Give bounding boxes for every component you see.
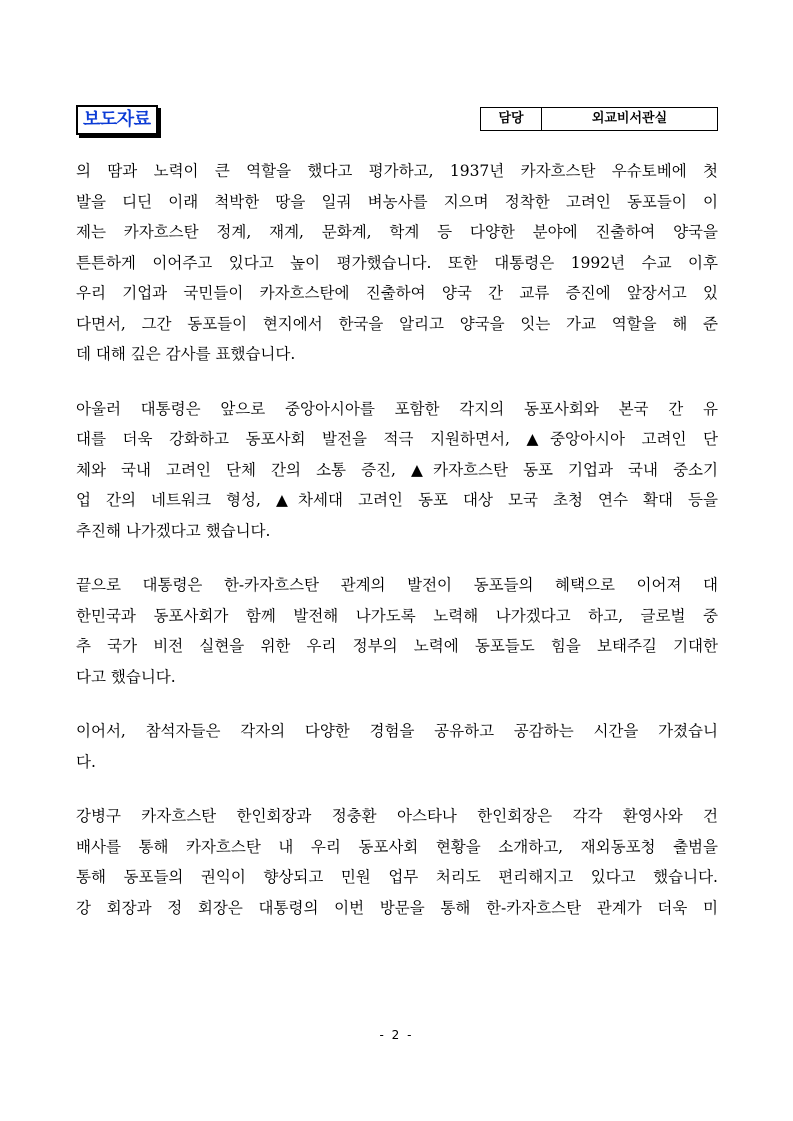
paragraph [76,716,718,777]
text-line: 한민국과 동포사회가 함께 발전해 나가도록 노력해 나가겠다고 하고, 글로벌 중 [76,606,718,625]
text-line: 끝으로 대통령은 한-카자흐스탄 관계의 발전이 동포들의 혜택으로 이어져 대 [76,576,718,594]
text-line: 다. [76,752,96,771]
text-line: 데 대해 깊은 감사를 표했습니다. [76,345,296,363]
text-line: 아울러 대통령은 앞으로 중앙아시아를 포함한 각지의 동포사회와 본국 간 유 [76,399,718,418]
text-line: 제는 카자흐스탄 정계, 재계, 문화계, 학계 등 다양한 분야에 진출하여 양국을 [76,223,718,241]
text-line: 배사를 통해 카자흐스탄 내 우리 동포사회 현황을 소개하고, 재외동포청 출범을 [76,837,718,856]
text-line: 대를 더욱 강화하고 동포사회 발전을 적극 지원하면서, ▲중앙아시아 고려인 단 [76,430,718,448]
text-line: 우리 기업과 국민들이 카자흐스탄에 진출하여 양국 간 교류 증진에 앞장서고 있 [76,284,718,302]
text-line: 강 회장과 정 회장은 대통령의 이번 방문을 통해 한-카자흐스탄 관계가 더욱 미 [76,898,718,917]
text-line: 추진해 나가겠다고 했습니다. [76,521,271,540]
text-line: 다고 했습니다. [76,667,176,686]
text-line: 이어서, 참석자들은 각자의 다양한 경험을 공유하고 공감하는 시간을 가졌습니 [76,722,718,740]
text-line: 의 땀과 노력이 큰 역할을 했다고 평가하고, 1937년 카자흐스탄 우슈토베에 첫 [76,162,718,180]
text-line: 체와 국내 고려인 단체 간의 소통 증진, ▲카자흐스탄 동포 기업과 국내 중소기 [76,460,718,479]
contact-value: 외교비서관실 [591,111,668,126]
contact-label: 담당 [481,108,542,130]
paragraph [76,801,718,923]
paragraph [76,570,718,692]
paragraph [76,394,718,547]
text-line: 강병구 카자흐스탄 한인회장과 정충환 아스타나 한인회장은 각각 환영사와 건 [76,807,718,825]
contact-box [480,107,718,131]
text-line: 통해 동포들의 권익이 향상되고 민원 업무 처리도 편리해지고 있다고 했습니다. [76,868,718,886]
document-body [76,156,718,947]
text-line: 다면서, 그간 동포들이 현지에서 한국을 알리고 양국을 잇는 가교 역할을 해 준 [76,314,718,333]
text-line: 추 국가 비전 실현을 위한 우리 정부의 노력에 동포들도 힘을 보태주길 기대한 [76,637,718,655]
document-header [76,105,718,135]
page-number: - 2 - [379,1028,414,1042]
press-release-badge: 보도자료 [76,105,158,135]
text-line: 업 간의 네트워크 형성, ▲차세대 고려인 동포 대상 모국 초청 연수 확대 등을 [76,491,718,509]
text-line: 발을 디딘 이래 척박한 땅을 일궈 벼농사를 지으며 정착한 고려인 동포들이 이 [76,192,718,211]
paragraph [76,156,718,370]
text-line: 튼튼하게 이어주고 있다고 높이 평가했습니다. 또한 대통령은 1992년 수교 이후 [76,253,718,272]
